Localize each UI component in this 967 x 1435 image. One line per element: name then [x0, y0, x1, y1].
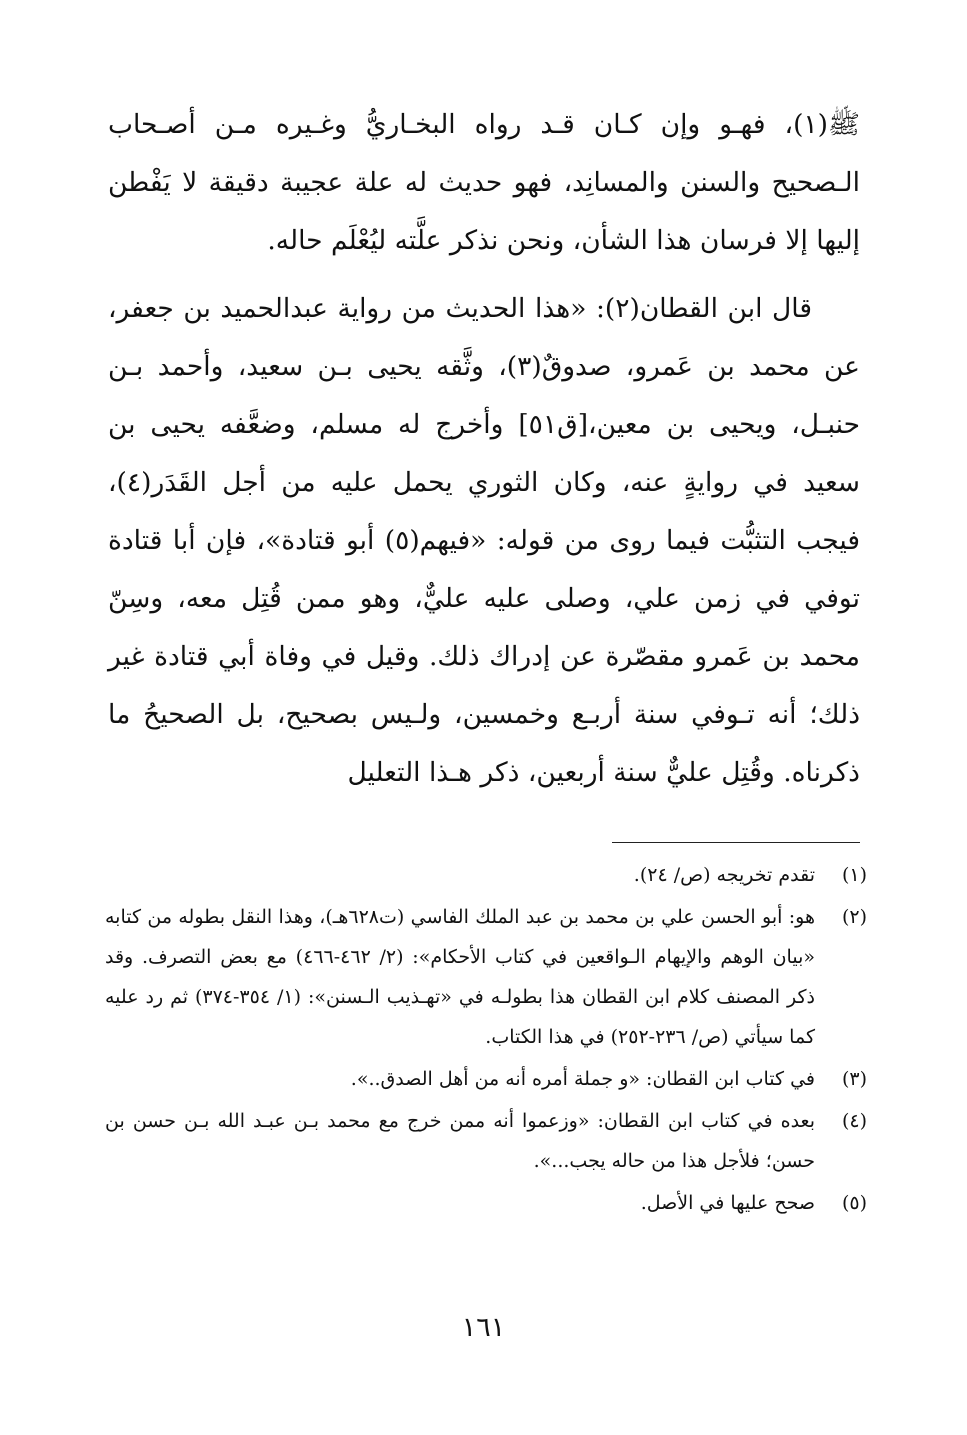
footnotes — [105, 855, 867, 1225]
footnote-number: (٥) — [841, 1192, 867, 1214]
paragraph-2: قال ابن القطان(٢): «هذا الحديث من رواية عبدالحميد بن جعفر، عن محمد بن عَمرو، صدوقٌ(٣)، وثَّقه يحيى بـن سعيد، وأحمد بـن حنبـل، ويحيى بن معين،[ق٥١] وأخرج له مسلم، وضعَّفه يحيى بن سعيد في روايةٍ عنه، وكان الثوري يحمل عليه من أجل القَدَر(٤)، فيجب التثبُّت فيما روى من قوله: «فيهم(٥) أبو قتادة»، فإن أبا قتادة توفي في زمن علي، وصلى عليه عليٌّ، وهو ممن قُتِل معه، وسِنّ محمد بن عَمرو مقصّرة عن إدراك ذلك. وقيل في وفاة أبي قتادة غير ذلك؛ أنه تـوفي سنة أربـع وخمسين، ولـيس بصحيح، بل الصحيحُ ما ذكرناه. وقُتِل عليٌّ سنة أربعين، ذكر هـذا التعليل — [108, 293, 860, 788]
footnote-number: (١) — [841, 864, 867, 886]
footnote-item — [105, 897, 867, 1057]
footnote-text: هو: أبو الحسن علي بن محمد بن عبد الملك الفاسي (ت٦٢٨هـ)، وهذا النقل بطوله من كتابه «بيان الوهم والإيهام الـواقعين في كتاب الأحكام»: (٢/ ٤٦٢-٤٦٦) مع بعض التصرف. وقد ذكر المصنف كلام ابن القطان هذا بطولـه في «تهـذيب الـسنن»: (١/ ٣٥٤-٣٧٤) ثم رد عليه كما سيأتي (ص/ ٢٣٦-٢٥٢) في هذا الكتاب. — [105, 906, 815, 1048]
footnote-text: في كتاب ابن القطان: «و جملة أمره أنه من أهل الصدق..». — [350, 1068, 815, 1090]
footnote-text: بعده في كتاب ابن القطان: «وزعموا أنه ممن خرج مع محمد بـن عبـد الله بـن حسن بن حسن؛ فلأجل هذا من حاله يجب...». — [105, 1110, 815, 1172]
footnote-text: صحح عليها في الأصل. — [640, 1192, 815, 1214]
footnote-item — [105, 1183, 867, 1223]
page-number: ١٦١ — [461, 1312, 506, 1343]
footnote-item — [105, 855, 867, 895]
main-text — [108, 96, 860, 812]
footnote-item — [105, 1059, 867, 1099]
footnote-number: (٤) — [841, 1110, 867, 1132]
footnote-item — [105, 1101, 867, 1181]
footnote-divider — [612, 842, 860, 843]
footnote-number: (٢) — [841, 906, 867, 928]
footnote-number: (٣) — [841, 1068, 867, 1090]
footnote-text: تقدم تخريجه (ص/ ٢٤). — [633, 864, 815, 886]
paragraph-1: ﷺ(١)، فهـو وإن كـان قـد رواه البخـاريُّ وغـيره مـن أصـحاب الـصحيح والسنن والمسانِد، فهو حديث له علة عجيبة دقيقة لا يَفْطن إليها إلا فرسان هذا الشأن، ونحن نذكر علَّته ليُعْلَم حاله. — [108, 109, 860, 256]
